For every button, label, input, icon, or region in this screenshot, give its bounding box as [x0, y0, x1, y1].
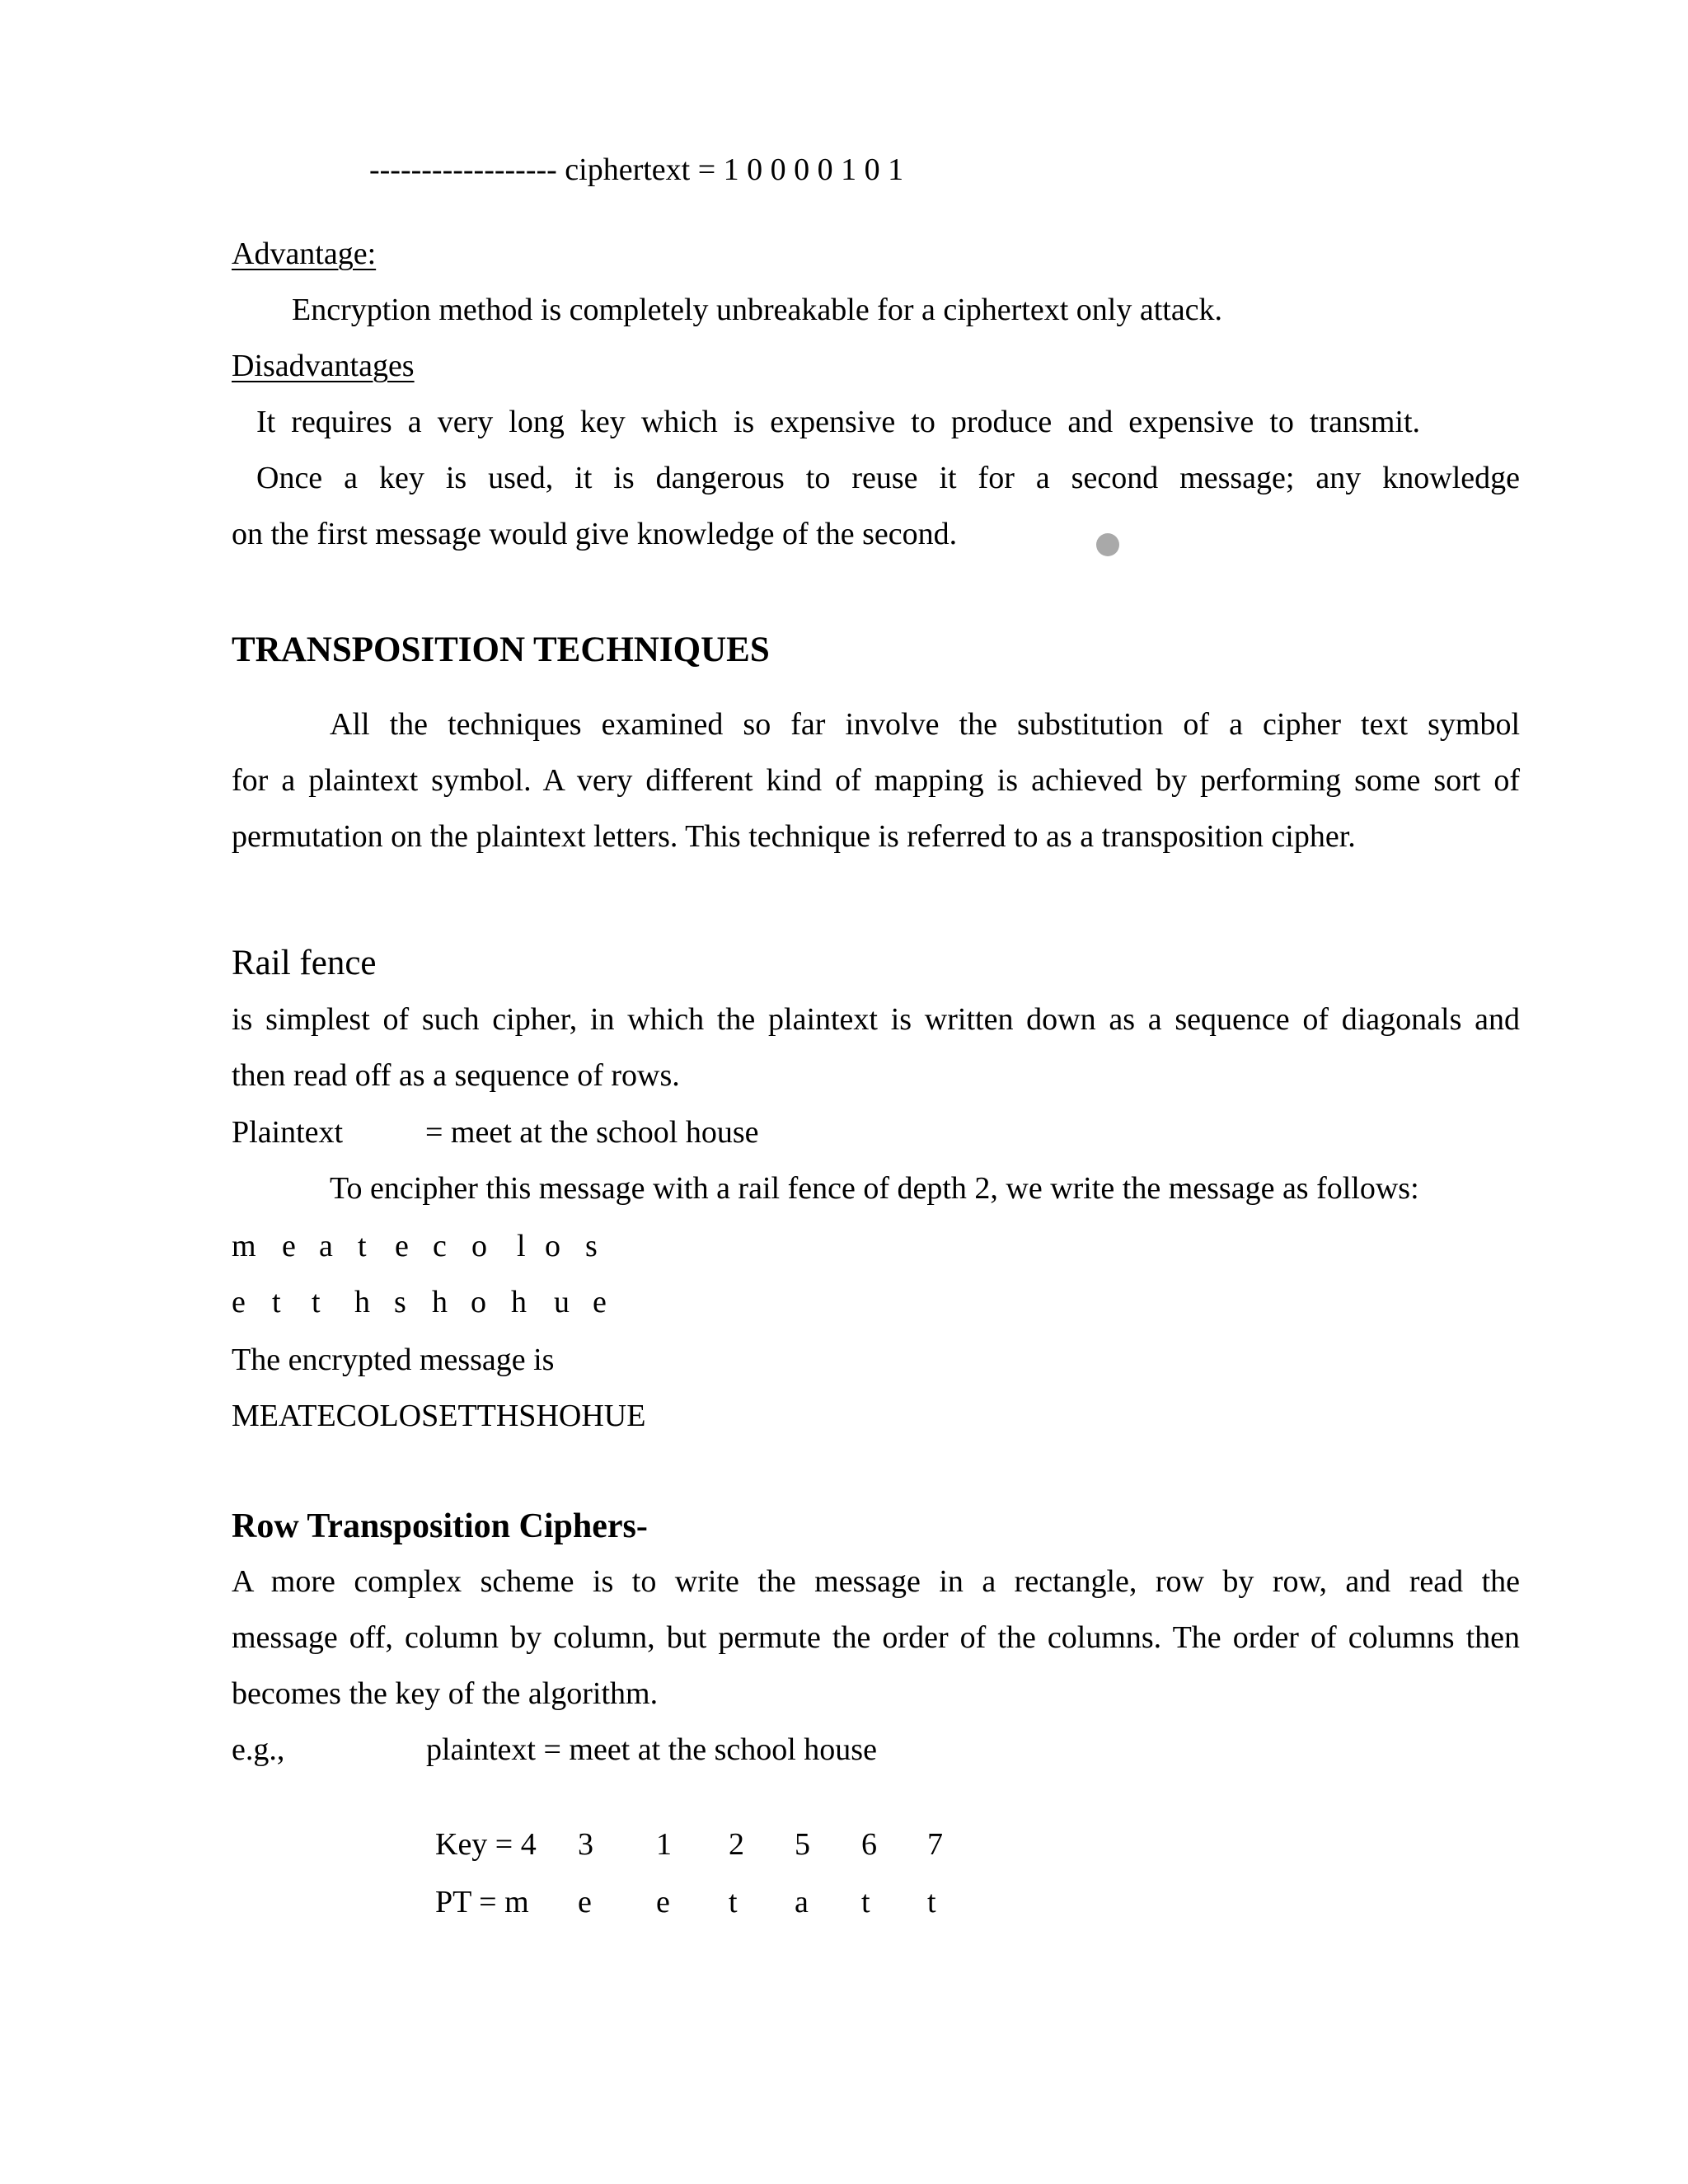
pt-value: t [861, 1885, 870, 1919]
transposition-paragraph-line-2: for a plaintext symbol. A very different kind of mapping is achieved by performing some sort of [232, 763, 1520, 798]
rail-row-2-letter: h [432, 1285, 448, 1319]
rail-row-1-letter: s [585, 1229, 598, 1263]
rail-row-2-letter: o [471, 1285, 486, 1319]
advantage-text: Encryption method is completely unbreakable for a ciphertext only attack. [292, 293, 1223, 327]
rail-row-1-letter: e [282, 1229, 296, 1263]
pt-label: PT = m [435, 1885, 529, 1919]
key-value: 6 [861, 1827, 877, 1862]
disadvantages-line-1: It requires a very long key which is expensive to produce and expensive to transmit. [256, 405, 1420, 439]
rail-row-2-letter: e [593, 1285, 607, 1319]
key-value: 3 [578, 1827, 593, 1862]
transposition-heading: TRANSPOSITION TECHNIQUES [232, 630, 770, 669]
key-value: 5 [795, 1827, 810, 1862]
row-transposition-line-3: becomes the key of the algorithm. [232, 1676, 659, 1711]
plaintext-label: Plaintext [232, 1115, 344, 1150]
rail-row-1-letter: a [319, 1229, 333, 1263]
pt-value: a [795, 1885, 809, 1919]
rail-fence-line-2: then read off as a sequence of rows. [232, 1058, 680, 1093]
rail-row-2-letter: u [554, 1285, 570, 1319]
rail-row-2-letter: t [272, 1285, 281, 1319]
rail-row-2-letter: h [511, 1285, 527, 1319]
rail-row-1-letter: o [545, 1229, 560, 1263]
row-transposition-line-2: message off, column by column, but permute the order of the columns. The order of columns then [232, 1620, 1520, 1655]
disadvantages-line-2: Once a key is used, it is dangerous to reuse it for a second message; any knowledge [256, 461, 1520, 495]
marker-dot [1096, 533, 1119, 556]
disadvantages-line-3: on the first message would give knowledge of the second. [232, 517, 958, 551]
pt-value: t [927, 1885, 936, 1919]
rail-row-1-letter: e [395, 1229, 409, 1263]
encrypted-label: The encrypted message is [232, 1343, 555, 1377]
pt-value: t [729, 1885, 738, 1919]
encrypted-value: MEATECOLOSETTHSHOHUE [232, 1399, 646, 1433]
rail-row-1-letter: c [433, 1229, 447, 1263]
rail-fence-heading: Rail fence [232, 944, 377, 982]
pt-value: e [578, 1885, 592, 1919]
ciphertext-line: ------------------ ciphertext = 1 0 0 0 0 1 0 1 [369, 152, 904, 187]
rail-fence-line-1: is simplest of such cipher, in which the plaintext is written down as a sequence of diagonals and [232, 1002, 1520, 1037]
key-label: Key = 4 [435, 1827, 537, 1862]
rail-row-1-letter: o [471, 1229, 487, 1263]
rail-row-2-letter: h [354, 1285, 370, 1319]
pt-value: e [656, 1885, 670, 1919]
rail-row-1-letter: t [358, 1229, 367, 1263]
transposition-paragraph-line-3: permutation on the plaintext letters. This technique is referred to as a transposition cipher. [232, 819, 1356, 854]
transposition-paragraph-line-1: All the techniques examined so far involve the substitution of a cipher text symbol [330, 707, 1520, 742]
disadvantages-heading: Disadvantages [232, 349, 415, 383]
rail-row-1-letter: m [232, 1229, 256, 1263]
row-transposition-line-1: A more complex scheme is to write the message in a rectangle, row by row, and read the [232, 1564, 1520, 1599]
advantage-heading: Advantage: [232, 237, 377, 271]
row-transposition-heading: Row Transposition Ciphers- [232, 1507, 648, 1545]
example-plaintext: plaintext = meet at the school house [426, 1732, 877, 1767]
key-value: 1 [656, 1827, 672, 1862]
example-label: e.g., [232, 1732, 285, 1767]
rail-row-2-letter: s [394, 1285, 406, 1319]
rail-row-2-letter: t [312, 1285, 321, 1319]
plaintext-value: = meet at the school house [425, 1115, 759, 1150]
rail-row-1-letter: l [517, 1229, 526, 1263]
key-value: 2 [729, 1827, 744, 1862]
encipher-line: To encipher this message with a rail fence of depth 2, we write the message as follows: [330, 1171, 1419, 1206]
key-value: 7 [927, 1827, 943, 1862]
rail-row-2-letter: e [232, 1285, 246, 1319]
